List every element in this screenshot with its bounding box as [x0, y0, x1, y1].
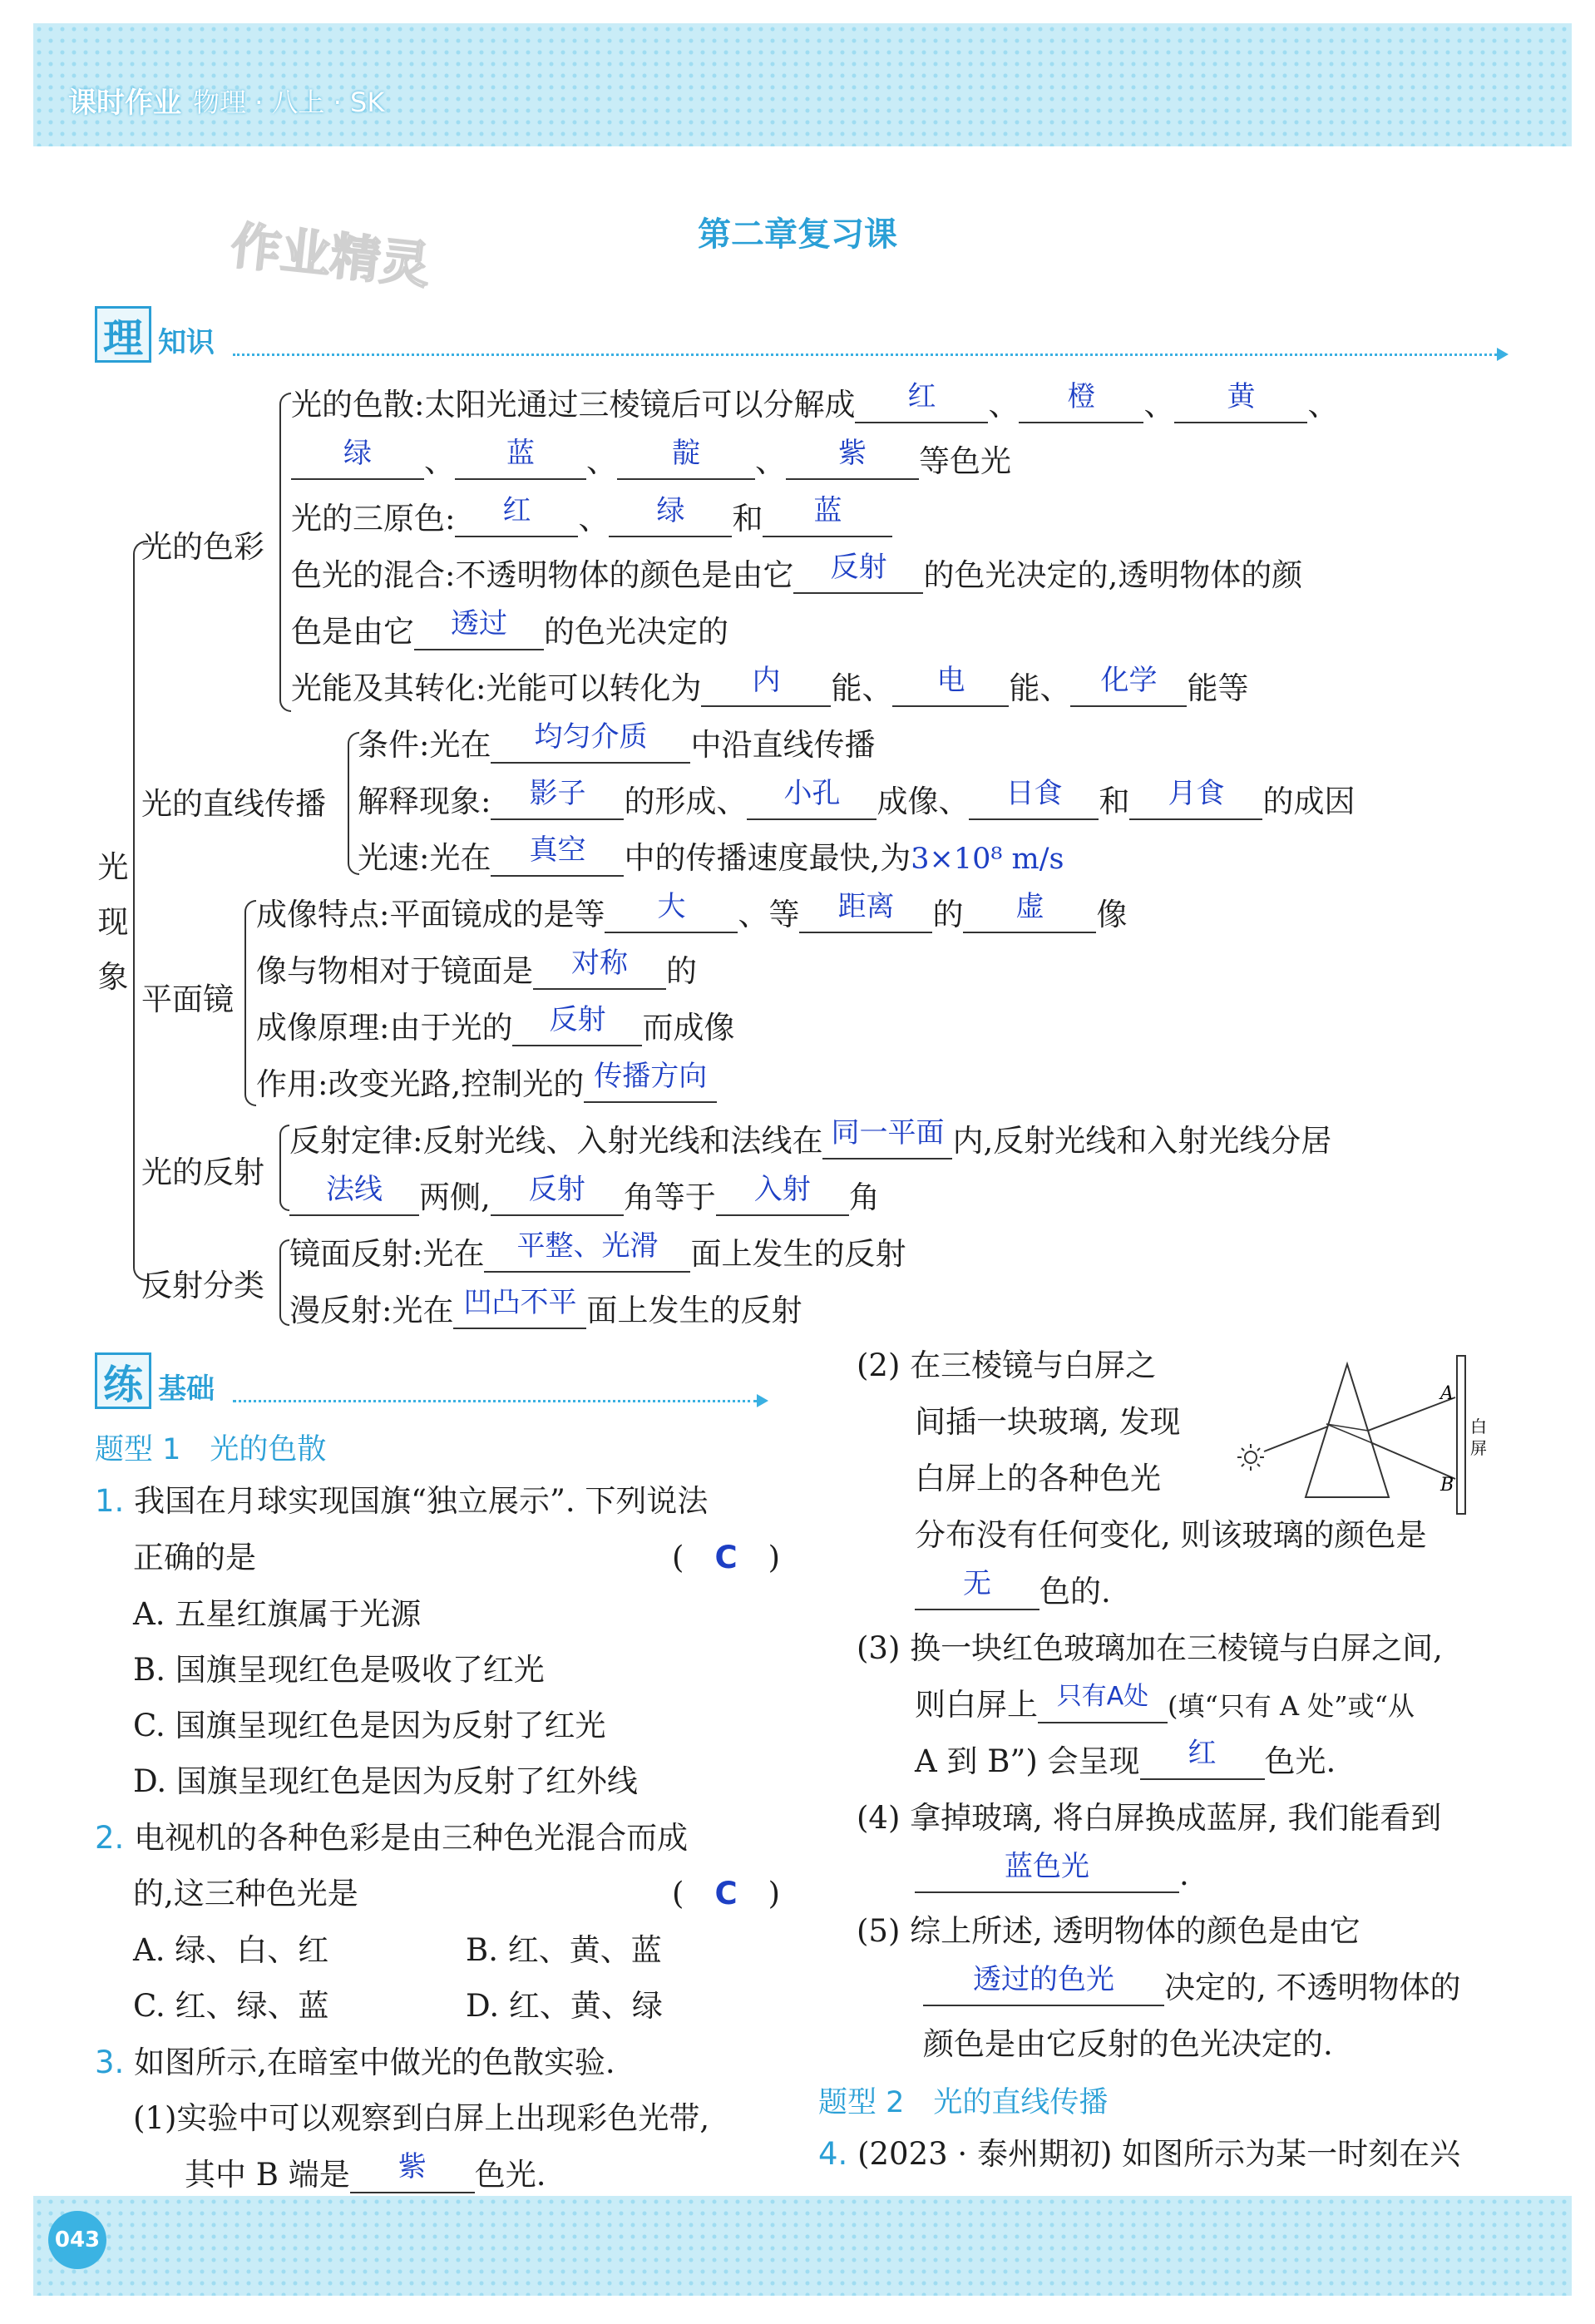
- screen-label-1: 白: [1470, 1417, 1487, 1436]
- q2-stem-1: 2. 电视机的各种色彩是由三种色光混合而成: [95, 1820, 689, 1856]
- type2-title: 题型 2 光的直线传播: [818, 2086, 1109, 2119]
- sun-rays: [1237, 1444, 1264, 1471]
- li-box: 理: [95, 306, 151, 363]
- color-brace: [279, 393, 291, 712]
- sun-icon: [1245, 1451, 1257, 1463]
- brand: 课时作业: [68, 87, 181, 120]
- q2-option-c: C. 红、绿、蓝: [133, 1988, 329, 2024]
- q3-sub2-l4: 分布没有任何变化, 则该玻璃的颜色是: [915, 1517, 1427, 1553]
- speed-answer: 3×10⁸ m/s: [911, 843, 1064, 876]
- q2-option-a: A. 绿、白、红: [133, 1932, 329, 1968]
- prism-figure: [1231, 1339, 1487, 1530]
- practice-arrow: [757, 1394, 768, 1407]
- tree-line-11: 像与物相对于镜面是 对称 的: [256, 947, 697, 989]
- q1-stem-2: 正确的是: [133, 1540, 256, 1575]
- q3-sub4-l1: (4) 拿掉玻璃, 将白屏换成蓝屏, 我们能看到: [857, 1800, 1442, 1836]
- subject-label: 物理 · 八上 · SK: [193, 86, 385, 118]
- q2-option-d: D. 红、黄、绿: [466, 1988, 663, 2024]
- q3-sub5-l2: 透过的色光 决定的, 不透明物体的: [923, 1970, 1461, 2006]
- tree-line-2: 绿 、 蓝 、 靛 、 紫 等色光: [291, 443, 1011, 480]
- cat-color: 光的色彩: [141, 529, 264, 565]
- cat-reflect: 光的反射: [141, 1155, 264, 1190]
- q4-stem: 4. (2023 · 泰州期初) 如图所示为某一时刻在兴: [818, 2136, 1461, 2172]
- q3-sub3-l3: A 到 B”) 会呈现 红 色光.: [915, 1737, 1336, 1779]
- footer-band: [33, 2196, 1572, 2296]
- label-b: B: [1440, 1475, 1454, 1496]
- q3-stem: 3. 如图所示,在暗室中做光的色散实验.: [95, 2045, 615, 2080]
- q2-stem-2: 的,这三种色光是: [133, 1876, 358, 1911]
- q3-sub5-l3: 颜色是由它反射的色光决定的.: [923, 2026, 1333, 2062]
- tree-root: 光 现 象: [97, 849, 129, 995]
- q3-sub2-l1: (2) 在三棱镜与白屏之: [857, 1347, 1157, 1383]
- page-title: 第二章复习课: [698, 215, 897, 254]
- cat-kinds: 反射分类: [141, 1268, 264, 1303]
- tree-line-15: 法线 两侧, 反射 角等于 入射 角: [289, 1179, 880, 1216]
- q2-answer: ( C ): [672, 1876, 781, 1911]
- tree-line-5: 色是由它 透过 的色光决定的: [291, 607, 728, 650]
- practice-header: [95, 1352, 215, 1409]
- ray-b: [1370, 1442, 1455, 1479]
- tree-line-14: 反射定律:反射光线、入射光线和法线在 同一平面 内,反射光线和入射光线分居: [289, 1116, 1332, 1159]
- tree-line-16: 镜面反射:光在 平整、光滑 面上发生的反射: [289, 1229, 906, 1272]
- tree-line-8: 解释现象: 影子 的形成、 小孔 成像、 日食 和 月食 的成因: [358, 777, 1356, 819]
- q1-option-a: A. 五星红旗属于光源: [133, 1596, 422, 1632]
- knowledge-header: [95, 306, 215, 363]
- tree-line-12: 成像原理:由于光的 反射 而成像: [256, 1003, 735, 1046]
- tree-line-4: 色光的混合:不透明物体的颜色是由它 反射 的色光决定的,透明物体的颜: [291, 551, 1303, 593]
- q3-sub1-a: (1)实验中可以观察到白屏上出现彩色光带,: [133, 2100, 710, 2136]
- tree-line-3: 光的三原色: 红 、 绿 和 蓝: [291, 501, 892, 537]
- white-screen: [1457, 1356, 1465, 1514]
- page-header: [68, 80, 384, 121]
- q3-sub4-l2: 蓝色光 .: [915, 1857, 1189, 1893]
- q1-option-d: D. 国旗呈现红色是因为反射了红外线: [133, 1763, 638, 1799]
- tree-line-7: 条件:光在 均匀介质 中沿直线传播: [358, 720, 876, 763]
- label-a: A: [1440, 1383, 1454, 1404]
- cat-straight: 光的直线传播: [141, 786, 326, 822]
- kinds-brace: [279, 1239, 289, 1326]
- watermark: 作业精灵: [228, 216, 433, 296]
- q3-sub3-l1: (3) 换一块红色玻璃加在三棱镜与白屏之间,: [857, 1630, 1443, 1666]
- li-label: 知识: [158, 325, 215, 359]
- lian-label: 基础: [158, 1372, 215, 1406]
- lian-box: 练: [95, 1352, 151, 1409]
- screen-label-2: 屏: [1470, 1438, 1487, 1458]
- q3-sub2-l5: 无 色的.: [915, 1574, 1111, 1610]
- practice-divider: [233, 1400, 757, 1402]
- tree-line-13: 作用:改变光路,控制光的 传播方向: [256, 1066, 717, 1103]
- type1-title: 题型 1 光的色散: [95, 1433, 327, 1466]
- q3-sub2-l3: 白屏上的各种色光: [915, 1461, 1161, 1496]
- divider-arrow: [1497, 348, 1509, 361]
- tree-line-6: 光能及其转化:光能可以转化为 内 能、 电 能、 化学 能等: [291, 664, 1249, 706]
- divider: [233, 354, 1497, 356]
- q3-sub3-l2: 则白屏上 只有A处 (填“只有 A 处”或“从: [915, 1682, 1415, 1723]
- q3-sub2-l2: 间插一块玻璃, 发现: [915, 1404, 1181, 1440]
- tree-line-10: 成像特点:平面镜成的是等 大 、等 距离 的 虚 像: [256, 890, 1128, 932]
- q2-option-b: B. 红、黄、蓝: [466, 1932, 662, 1968]
- q1-answer: ( C ): [672, 1540, 781, 1575]
- q1-option-b: B. 国旗呈现红色是吸收了红光: [133, 1652, 545, 1688]
- reflect-brace: [279, 1125, 289, 1211]
- q1-option-c: C. 国旗呈现红色是因为反射了红光: [133, 1708, 606, 1743]
- q3-sub1-b: 其中 B 端是 紫 色光.: [185, 2150, 546, 2193]
- tree-line-17: 漫反射:光在 凹凸不平 面上发生的反射: [289, 1286, 802, 1328]
- page-number: 043: [48, 2211, 106, 2269]
- mirror-brace: [244, 900, 256, 1106]
- cat-mirror: 平面镜: [141, 982, 234, 1017]
- tree-line-9: 光速:光在 真空 中的传播速度最快,为3×10⁸ m/s: [358, 833, 1064, 876]
- q3-sub5-l1: (5) 综上所述, 透明物体的颜色是由它: [857, 1913, 1360, 1949]
- q1-stem-1: 1. 我国在月球实现国旗“独立展示”. 下列说法: [95, 1483, 709, 1519]
- tree-line-1: 光的色散:太阳光通过三棱镜后可以分解成 红 、 橙 、 黄 、: [291, 380, 1339, 423]
